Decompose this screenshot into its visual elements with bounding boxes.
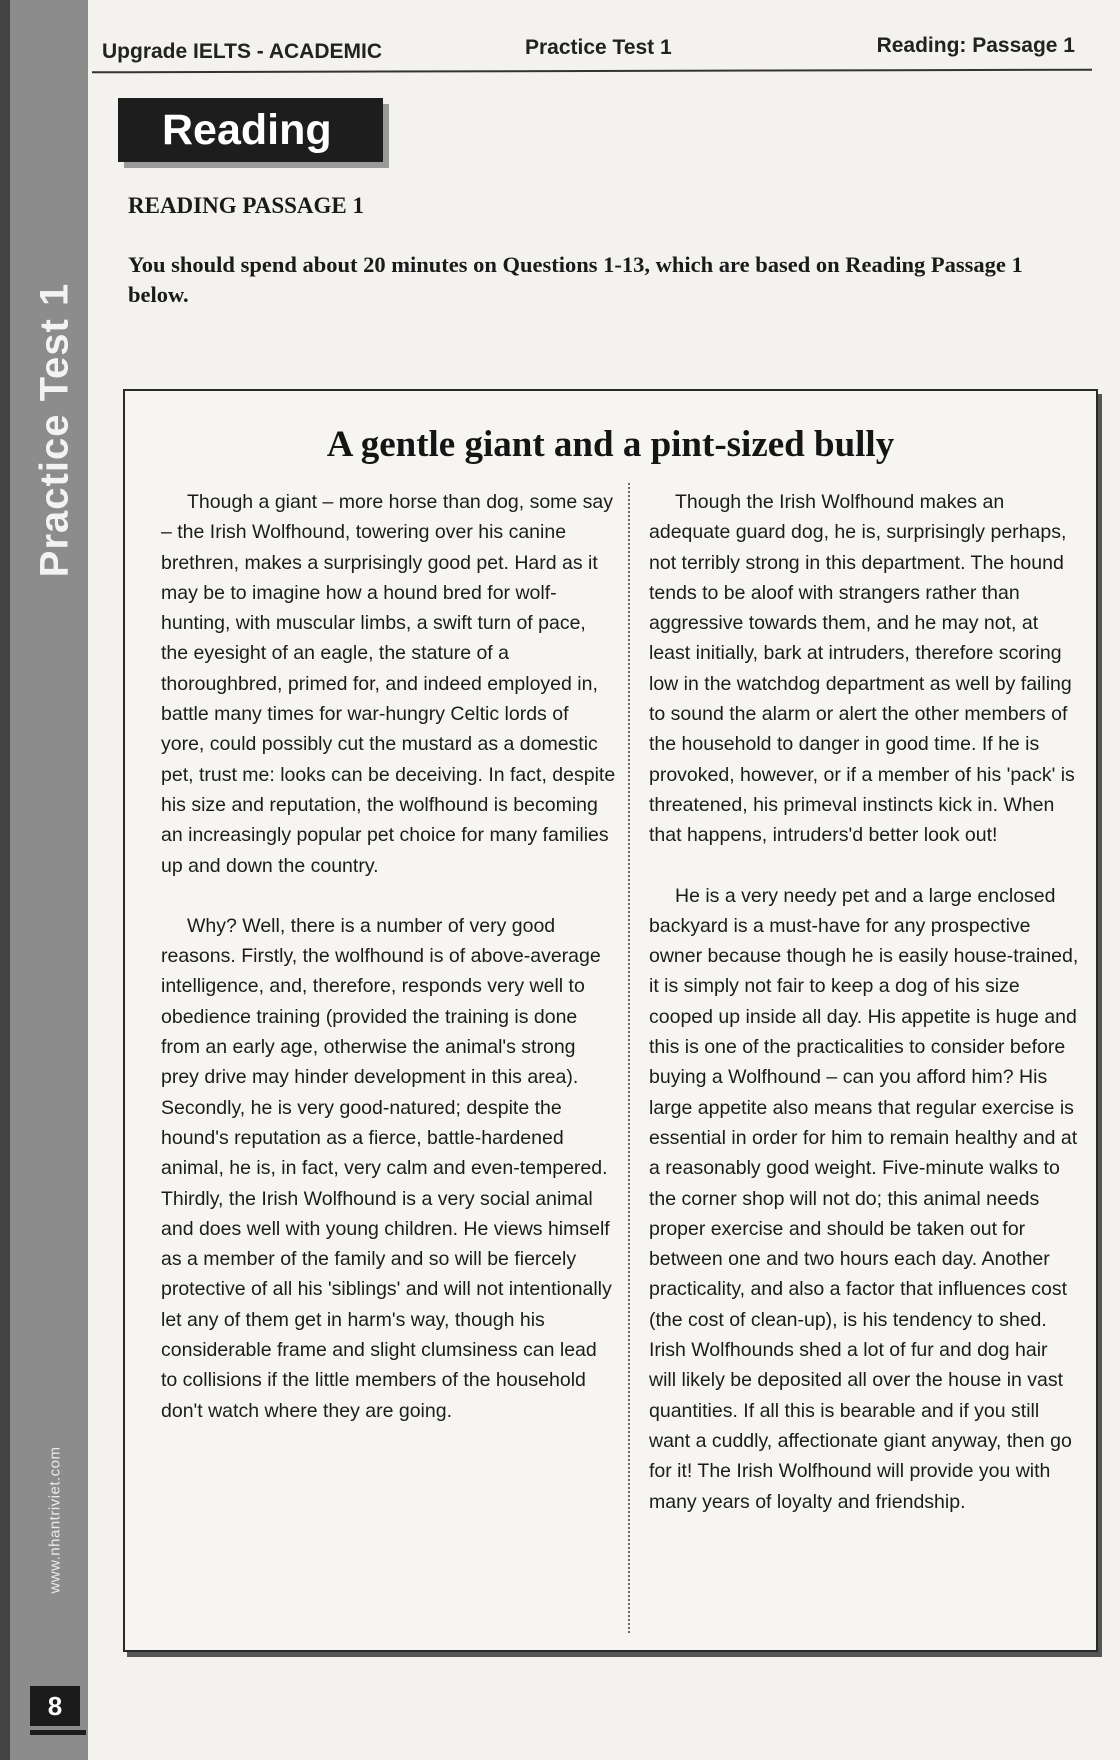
- page-number: 8: [30, 1686, 80, 1726]
- header-book-title: Upgrade IELTS - ACADEMIC: [102, 40, 383, 63]
- paragraph: Though the Irish Wolfhound makes an adequate guard dog, he is, surprisingly perhaps, not terribly strong in this department. The hound tends to be aloof with strangers rather than aggressive towards them, and he may not, at least initially, bark at intruders, therefore scoring low in the watchdog department as well by failing to sound the alarm or alert the other members of the household to danger in good time. If he is provoked, however, or if a member of his 'pack' is threatened, his primeval instincts kick in. When that happens, intruders'd better look out!: [649, 491, 1075, 847]
- header-section: Reading: Passage 1: [876, 34, 1075, 57]
- right-column: [649, 487, 1079, 1547]
- side-title: Practice Test 1: [32, 282, 77, 578]
- header-test-name: Practice Test 1: [525, 36, 672, 59]
- section-label: Reading: [118, 98, 383, 162]
- left-column: [161, 487, 617, 1456]
- side-url: www.nhantriviet.com: [46, 1446, 64, 1594]
- article-title: A gentle giant and a pint-sized bully: [326, 424, 895, 465]
- paragraph: Though a giant – more horse than dog, some say – the Irish Wolfhound, towering over his canine brethren, makes a surprisingly good pet. Hard as it may be to imagine how a hound bred for wolf-hunting, with muscular limbs, a swift turn of pace, the eyesight of an eagle, the stature of a thoroughbred, primed for, and indeed employed in, battle many times for war-hungry Celtic lords of yore, could possibly cut the mustard as a domestic pet, trust me: looks can be deceiving. In fact, despite his size and reputation, the wolfhound is becoming an increasingly popular pet choice for many families up and down the country.: [161, 491, 616, 877]
- paragraph: Why? Well, there is a number of very good reasons. Firstly, the wolfhound is of above-average intelligence, and, therefore, responds very well to obedience training (provided the training is done from an early age, otherwise the animal's strong prey drive may hinder development in this area). Secondly, he is very good-natured; despite the hound's reputation as a fierce, battle-hardened animal, he is, in fact, very calm and even-tempered. Thirdly, the Irish Wolfhound is a very social animal and does well with young children. He views himself as a member of the family and so will be fiercely protective of all his 'siblings' and will not intentionally let any of them get in harm's way, though his considerable frame and slight clumsiness can lead to collisions if the little members of the household don't watch where they are going.: [161, 914, 612, 1422]
- passage-label: READING PASSAGE 1: [128, 193, 364, 218]
- page-number-rule: [30, 1730, 86, 1735]
- instruction-text: You should spend about 20 minutes on Questions 1-13, which are based on Reading Passage 1 below.: [128, 252, 1023, 307]
- column-divider: [628, 483, 630, 1633]
- paragraph: He is a very needy pet and a large enclosed backyard is a must-have for any prospective owner because though he is easily house-trained, it is simply not fair to keep a dog of his size cooped up inside all day. His appetite is huge and this is one of the practicalities to consider before buying a Wolfhound – can you afford him? His large appetite also means that regular exercise is essential in order for him to remain healthy and at a reasonably good weight. Five-minute walks to the corner shop will not do; this animal needs proper exercise and should be taken out for between one and two hours each day. Another practicality, and also a factor that influences cost (the cost of clean-up), is his tendency to shed. Irish Wolfhounds shed a lot of fur and dog hair will likely be deposited all over the house in vast quantities. If all this is bearable and if you still want a cuddly, affectionate giant anyway, then go for it! The Irish Wolfhound will provide you with many years of loyalty and friendship.: [649, 884, 1079, 1513]
- binding-edge: [0, 0, 10, 1760]
- running-header: [100, 32, 1095, 72]
- passage-box: [123, 389, 1098, 1652]
